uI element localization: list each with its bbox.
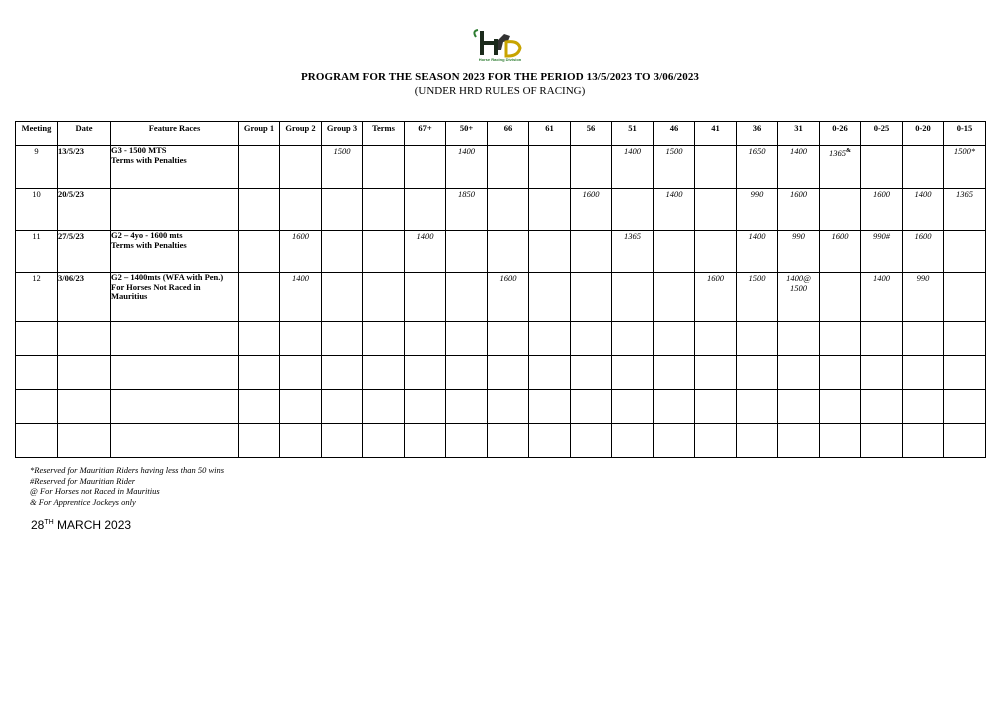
column-header: 56: [571, 122, 612, 146]
empty-cell: [16, 424, 58, 458]
race-distance: [571, 273, 612, 322]
column-header: 0-20: [903, 122, 944, 146]
feature-race-line: G3 - 1500 MTS: [111, 145, 167, 155]
race-distance: [446, 189, 488, 231]
empty-cell: [111, 390, 239, 424]
empty-cell: [446, 424, 488, 458]
race-distance-value: 1500*: [953, 146, 976, 156]
race-distance: [488, 189, 529, 231]
issue-date: [31, 518, 131, 532]
race-distance-value: 1650: [748, 146, 766, 156]
empty-cell: [280, 356, 322, 390]
empty-cell: [695, 356, 737, 390]
race-distance: [778, 146, 820, 189]
empty-cell: [322, 390, 363, 424]
race-distance: [695, 146, 737, 189]
race-distance: [239, 231, 280, 273]
race-distance-value: 1400: [665, 189, 683, 199]
race-distance-value: 1365: [624, 231, 641, 241]
race-distance: [654, 189, 695, 231]
race-distance: [820, 231, 861, 273]
feature-race: [111, 231, 239, 273]
race-distance: [944, 231, 986, 273]
empty-cell: [903, 424, 944, 458]
race-distance-value: 1400: [790, 146, 807, 156]
race-distance-value: 1400: [914, 189, 932, 199]
race-distance: [280, 273, 322, 322]
race-distance-value: 1850: [458, 189, 475, 199]
table-row: [16, 146, 986, 189]
race-distance: [778, 189, 820, 231]
race-distance: [529, 231, 571, 273]
meeting-date: 13/5/23: [58, 146, 111, 189]
empty-cell: [16, 390, 58, 424]
empty-cell: [488, 424, 529, 458]
race-distance-value: 990: [750, 189, 764, 199]
race-distance: [903, 189, 944, 231]
race-distance: [737, 231, 778, 273]
race-distance-value: 990#: [873, 231, 890, 241]
empty-cell: [363, 322, 405, 356]
column-header: Meeting: [16, 122, 58, 146]
empty-cell: [778, 424, 820, 458]
meeting-number: 9: [16, 146, 58, 189]
race-distance: [405, 231, 446, 273]
empty-cell: [654, 390, 695, 424]
race-distance: [363, 146, 405, 189]
race-distance: [488, 146, 529, 189]
meeting-date: 27/5/23: [58, 231, 111, 273]
empty-cell: [820, 390, 861, 424]
race-distance: [612, 146, 654, 189]
empty-cell: [239, 390, 280, 424]
race-distance-value: 1600: [292, 231, 309, 241]
empty-cell: [861, 356, 903, 390]
empty-row: [16, 356, 986, 390]
race-distance: [322, 231, 363, 273]
table-row: [16, 231, 986, 273]
race-distance-value: 1400: [292, 273, 309, 283]
race-distance: [903, 146, 944, 189]
footnote: *Reserved for Mauritian Riders having less than 50 wins: [30, 465, 225, 475]
meeting-number: 11: [16, 231, 58, 273]
feature-race-line: For Horses Not Raced in: [111, 281, 201, 292]
empty-cell: [695, 424, 737, 458]
empty-cell: [820, 356, 861, 390]
empty-cell: [571, 390, 612, 424]
empty-cell: [405, 390, 446, 424]
race-distance: [861, 273, 903, 322]
column-header: Date: [58, 122, 111, 146]
column-header: 61: [529, 122, 571, 146]
empty-cell: [446, 356, 488, 390]
empty-cell: [820, 424, 861, 458]
empty-cell: [737, 390, 778, 424]
empty-cell: [778, 322, 820, 356]
feature-race: [111, 146, 239, 189]
footnote: @ For Horses not Raced in Mauritius: [30, 486, 160, 496]
race-distance: [280, 189, 322, 231]
empty-cell: [488, 322, 529, 356]
race-distance: [737, 189, 778, 231]
race-distance-value: 1600: [499, 273, 517, 283]
race-distance: [944, 273, 986, 322]
column-header: 36: [737, 122, 778, 146]
feature-race-line: Terms with Penalties: [111, 239, 187, 250]
empty-cell: [612, 424, 654, 458]
empty-cell: [695, 390, 737, 424]
empty-cell: [944, 356, 986, 390]
empty-cell: [612, 322, 654, 356]
table-row: [16, 273, 986, 322]
empty-cell: [58, 424, 111, 458]
race-distance: [571, 231, 612, 273]
column-header: Feature Races: [111, 122, 239, 146]
race-distance: [488, 231, 529, 273]
empty-cell: [944, 424, 986, 458]
empty-cell: [16, 356, 58, 390]
race-distance: [280, 146, 322, 189]
race-distance: [612, 231, 654, 273]
race-distance: [654, 273, 695, 322]
empty-cell: [280, 390, 322, 424]
meeting-number: 12: [16, 273, 58, 322]
race-distance-value: 1600: [790, 189, 807, 199]
race-distance-value: 1500: [665, 146, 683, 156]
page-subtitle: (UNDER HRD RULES OF RACING): [414, 85, 586, 97]
empty-cell: [529, 390, 571, 424]
empty-cell: [322, 356, 363, 390]
empty-cell: [239, 322, 280, 356]
feature-race-line: G2 – 1400mts (WFA with Pen.): [111, 272, 224, 282]
race-distance: [405, 189, 446, 231]
race-distance: [529, 189, 571, 231]
empty-cell: [903, 322, 944, 356]
column-header: Terms: [363, 122, 405, 146]
race-distance: [903, 273, 944, 322]
empty-cell: [778, 390, 820, 424]
column-header: 31: [778, 122, 820, 146]
feature-race: [111, 189, 239, 231]
empty-row: [16, 424, 986, 458]
empty-cell: [654, 322, 695, 356]
race-distance-value: 1600: [831, 231, 849, 241]
empty-cell: [654, 356, 695, 390]
race-distance: [571, 146, 612, 189]
column-header: 46: [654, 122, 695, 146]
race-distance: [239, 189, 280, 231]
meeting-number: 10: [16, 189, 58, 231]
page-title: PROGRAM FOR THE SEASON 2023 FOR THE PERIOD 13/5/2023 TO 3/06/2023: [300, 71, 700, 83]
column-header: 51: [612, 122, 654, 146]
race-distance-value: 1600: [873, 189, 890, 199]
column-header: 66: [488, 122, 529, 146]
empty-cell: [612, 390, 654, 424]
race-distance-value: 1500: [748, 273, 766, 283]
empty-cell: [405, 424, 446, 458]
column-header: Group 3: [322, 122, 363, 146]
empty-cell: [363, 356, 405, 390]
race-distance: [446, 146, 488, 189]
empty-cell: [820, 322, 861, 356]
column-header: 67+: [405, 122, 446, 146]
race-distance: [405, 273, 446, 322]
empty-cell: [322, 424, 363, 458]
column-header: 0-25: [861, 122, 903, 146]
race-distance: [612, 189, 654, 231]
empty-cell: [737, 322, 778, 356]
race-distance: [944, 146, 986, 189]
empty-cell: [612, 356, 654, 390]
empty-cell: [280, 322, 322, 356]
empty-cell: [488, 390, 529, 424]
race-distance-value: 1400@ 1500: [786, 273, 811, 293]
empty-cell: [446, 322, 488, 356]
empty-cell: [944, 322, 986, 356]
column-header: 0-26: [820, 122, 861, 146]
race-distance: [612, 273, 654, 322]
empty-cell: [322, 322, 363, 356]
footnote: & For Apprentice Jockeys only: [30, 496, 136, 507]
race-distance: [654, 231, 695, 273]
race-distance: [363, 273, 405, 322]
empty-cell: [280, 424, 322, 458]
race-distance: [695, 189, 737, 231]
race-distance: [446, 273, 488, 322]
race-distance: [322, 146, 363, 189]
empty-cell: [654, 424, 695, 458]
empty-row: [16, 390, 986, 424]
empty-cell: [529, 424, 571, 458]
empty-cell: [571, 356, 612, 390]
race-distance: [778, 231, 820, 273]
meeting-date: 3/06/23: [58, 273, 111, 322]
empty-cell: [944, 390, 986, 424]
empty-cell: [571, 322, 612, 356]
empty-cell: [16, 322, 58, 356]
column-header: Group 2: [280, 122, 322, 146]
race-distance: [903, 231, 944, 273]
race-distance: [737, 146, 778, 189]
empty-cell: [861, 390, 903, 424]
race-distance-value: 1400: [624, 146, 641, 156]
race-distance: [861, 146, 903, 189]
race-distance-value: 1400: [873, 273, 890, 283]
race-distance: [944, 189, 986, 231]
empty-cell: [363, 390, 405, 424]
empty-cell: [529, 322, 571, 356]
feature-race: [111, 273, 239, 322]
race-distance-value: 1600: [582, 189, 600, 199]
race-distance-value: 1600: [707, 273, 724, 283]
empty-cell: [571, 424, 612, 458]
feature-race-line: G2 – 4yo - 1600 mts: [111, 230, 183, 240]
race-distance: [737, 273, 778, 322]
column-header: 41: [695, 122, 737, 146]
program-table: [15, 121, 986, 458]
empty-cell: [903, 356, 944, 390]
issue-day-suffix: TH: [44, 519, 54, 526]
race-distance-value: 1365: [956, 189, 973, 199]
empty-cell: [737, 424, 778, 458]
empty-cell: [239, 356, 280, 390]
column-header: Group 1: [239, 122, 280, 146]
race-distance: [861, 189, 903, 231]
race-distance: [446, 231, 488, 273]
table-row: [16, 189, 986, 231]
empty-cell: [695, 322, 737, 356]
empty-cell: [446, 390, 488, 424]
race-distance: [695, 231, 737, 273]
empty-cell: [488, 356, 529, 390]
race-distance: [820, 146, 861, 189]
race-distance: [239, 273, 280, 322]
race-distance: [322, 189, 363, 231]
race-distance: [322, 273, 363, 322]
empty-cell: [861, 424, 903, 458]
race-distance: [280, 231, 322, 273]
race-distance: [363, 231, 405, 273]
empty-cell: [58, 390, 111, 424]
race-distance: [820, 273, 861, 322]
empty-row: [16, 322, 986, 356]
race-distance: [654, 146, 695, 189]
empty-cell: [529, 356, 571, 390]
footnote: #Reserved for Mauritian Rider: [30, 475, 136, 486]
logo-caption: Horse Racing Division: [478, 57, 522, 62]
race-distance-value: 1500: [333, 146, 351, 156]
race-distance: [363, 189, 405, 231]
race-distance-value: 1400: [458, 146, 475, 156]
race-distance: [488, 273, 529, 322]
empty-cell: [239, 424, 280, 458]
race-distance-value: 990: [792, 231, 805, 241]
empty-cell: [58, 356, 111, 390]
race-distance: [529, 273, 571, 322]
race-distance-value: 1600: [914, 231, 932, 241]
empty-cell: [861, 322, 903, 356]
race-distance: [695, 273, 737, 322]
race-distance: [571, 189, 612, 231]
empty-cell: [737, 356, 778, 390]
empty-cell: [363, 424, 405, 458]
empty-cell: [903, 390, 944, 424]
apprentice-marker: &: [846, 148, 851, 154]
empty-cell: [405, 322, 446, 356]
meeting-date: 20/5/23: [58, 189, 111, 231]
race-distance: [239, 146, 280, 189]
race-distance: [529, 146, 571, 189]
issue-month-year: MARCH 2023: [53, 518, 132, 532]
empty-cell: [111, 322, 239, 356]
footnotes: [30, 465, 224, 507]
race-distance: [405, 146, 446, 189]
column-header: 50+: [446, 122, 488, 146]
race-distance: [778, 273, 820, 322]
issue-day: 28: [31, 518, 45, 532]
race-distance: [861, 231, 903, 273]
race-distance-value: 1400: [748, 231, 766, 241]
race-distance-value: 1400: [416, 231, 434, 241]
race-distance: [820, 189, 861, 231]
header-row: [16, 122, 986, 146]
feature-race-line: Terms with Penalties: [111, 154, 187, 165]
empty-cell: [111, 356, 239, 390]
empty-cell: [778, 356, 820, 390]
empty-cell: [111, 424, 239, 458]
empty-cell: [58, 322, 111, 356]
race-distance-value: 1365: [829, 148, 846, 158]
empty-cell: [405, 356, 446, 390]
race-distance-value: 990: [916, 273, 930, 283]
feature-race-line: Mauritius: [111, 291, 148, 301]
column-header: 0-15: [944, 122, 986, 146]
